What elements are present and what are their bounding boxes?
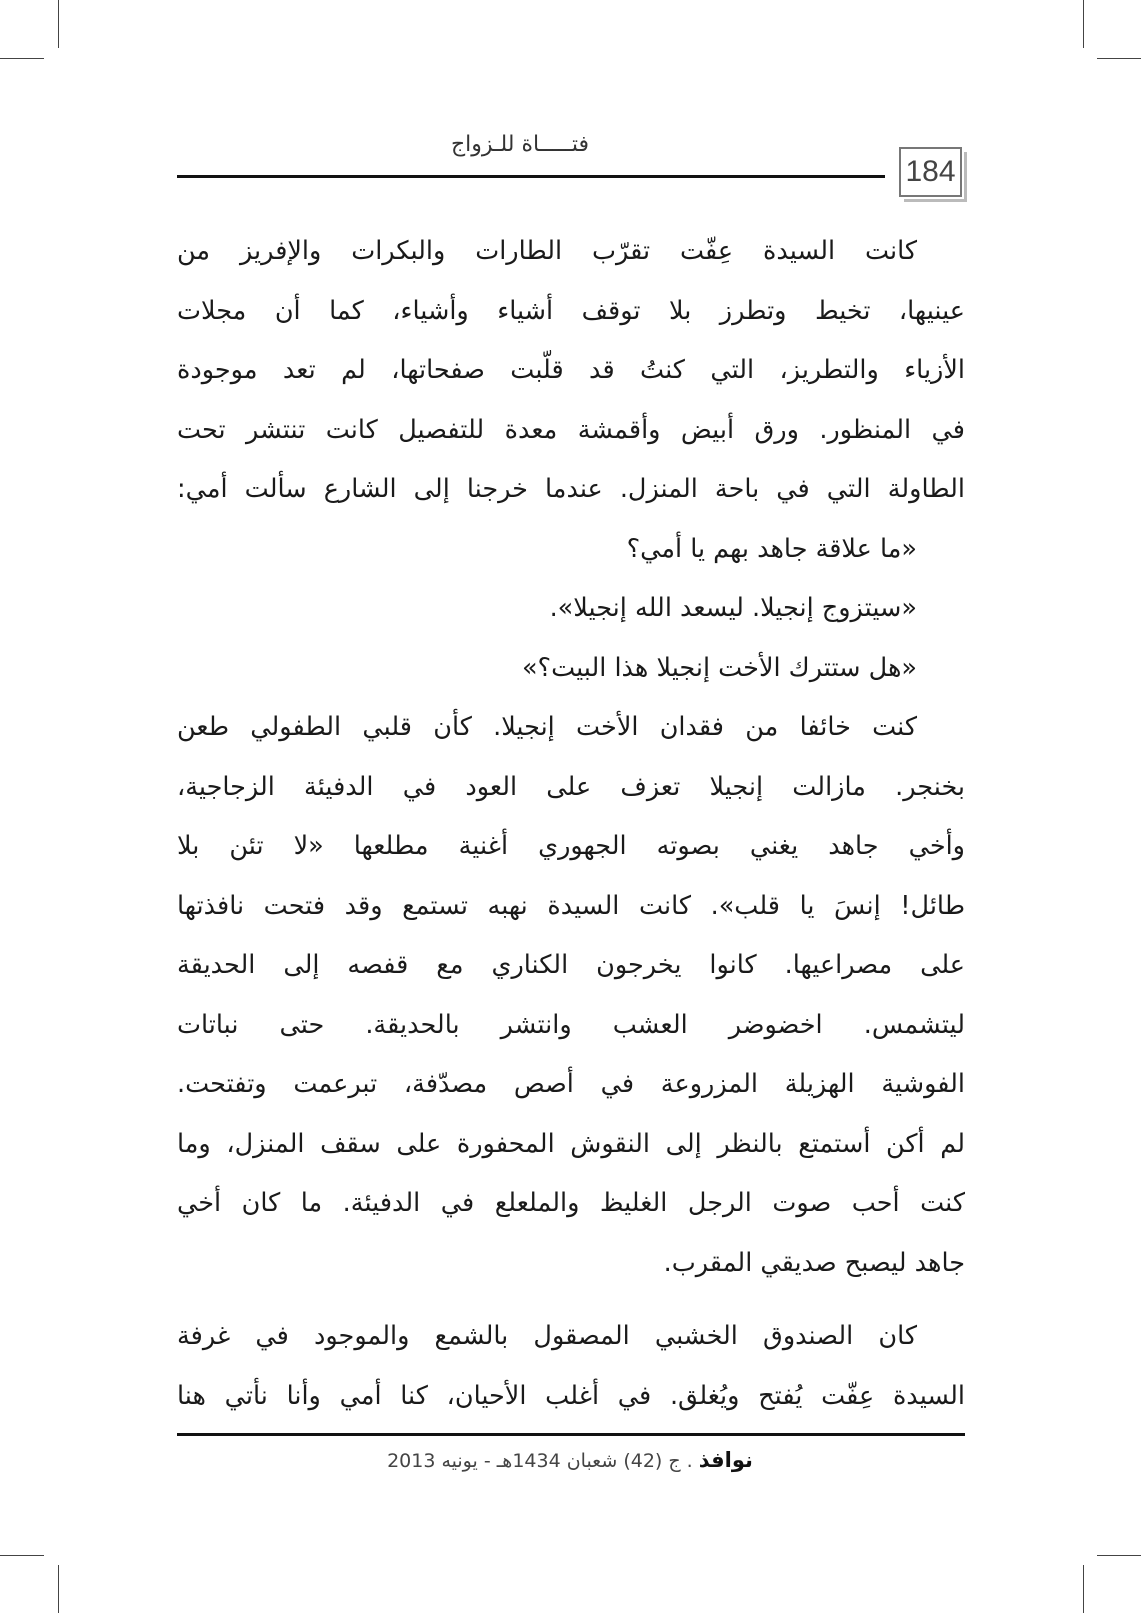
text-line: طائل! إنسَ يا قلب». كانت السيدة نهبه تستمع وقد فتحت نافذتها	[177, 890, 965, 921]
text-line: كانت السيدة عِفّت تقرّب الطارات والبكرات والإفريز من	[177, 236, 917, 266]
text-line: بخنجر. مازالت إنجيلا تعزف على العود في الدفيئة الزجاجية،	[177, 771, 965, 802]
body-text	[177, 222, 965, 1426]
crop-mark	[0, 58, 44, 59]
text-line: جاهد ليصبح صديقي المقرب.	[663, 1247, 965, 1278]
text-line: لم أكن أستمتع بالنظر إلى النقوش المحفورة على سقف المنزل، وما	[177, 1128, 965, 1159]
footer	[330, 1448, 810, 1472]
issue-info: . ج (42) شعبان 1434هـ - يونيه 2013	[387, 1450, 693, 1472]
dialogue-line: «سيتزوج إنجيلا. ليسعد الله إنجيلا».	[549, 593, 917, 623]
text-line: الطاولة التي في باحة المنزل. عندما خرجنا إلى الشارع سألت أمي:	[177, 474, 965, 504]
text-line: عينيها، تخيط وتطرز بلا توقف أشياء وأشياء، كما أن مجلات	[177, 295, 965, 326]
dialogue-line: «هل ستترك الأخت إنجيلا هذا البيت؟»	[521, 652, 917, 683]
running-header-title: فتـــــاة للـزواج	[450, 132, 590, 157]
footer-rule	[177, 1433, 965, 1436]
text-line: الأزياء والتطريز، التي كنتُ قد قلّبت صفحاتها، لم تعد موجودة	[177, 355, 965, 385]
crop-mark	[58, 1565, 59, 1613]
text-line: على مصراعيها. كانوا يخرجون الكناري مع قفصه إلى الحديقة	[177, 950, 965, 980]
text-line: كان الصندوق الخشبي المصقول بالشمع والموجود في غرفة	[177, 1321, 917, 1351]
crop-mark	[1097, 58, 1141, 59]
crop-mark	[1097, 1555, 1141, 1556]
crop-mark	[1083, 1565, 1084, 1613]
dialogue-line: «ما علاقة جاهد بهم يا أمي؟	[626, 533, 917, 564]
text-line: وأخي جاهد يغني بصوته الجهوري أغنية مطلعها «لا تئن بلا	[177, 831, 965, 861]
crop-mark	[1083, 0, 1084, 48]
text-line: في المنظور. ورق أبيض وأقمشة معدة للتفصيل كانت تنتشر تحت	[177, 414, 965, 445]
text-line: السيدة عِفّت يُفتح ويُغلق. في أغلب الأحيان، كنا أمي وأنا نأتي هنا	[177, 1380, 965, 1411]
crop-mark	[0, 1555, 44, 1556]
crop-mark	[58, 0, 59, 48]
text-line: الفوشية الهزيلة المزروعة في أصص مصدّفة، تبرعمت وتفتحت.	[177, 1069, 965, 1099]
header-rule	[177, 175, 885, 178]
text-line: كنت خائفا من فقدان الأخت إنجيلا. كأن قلبي الطفولي طعن	[177, 712, 917, 742]
text-line: كنت أحب صوت الرجل الغليظ والملعلع في الدفيئة. ما كان أخي	[177, 1188, 965, 1218]
text-line: ليتشمس. اخضوضر العشب وانتشر بالحديقة. حتى نباتات	[177, 1009, 965, 1040]
paragraph-gap	[177, 1293, 965, 1307]
page-number: 184	[899, 147, 962, 197]
journal-logo: نوافذ	[698, 1448, 753, 1472]
